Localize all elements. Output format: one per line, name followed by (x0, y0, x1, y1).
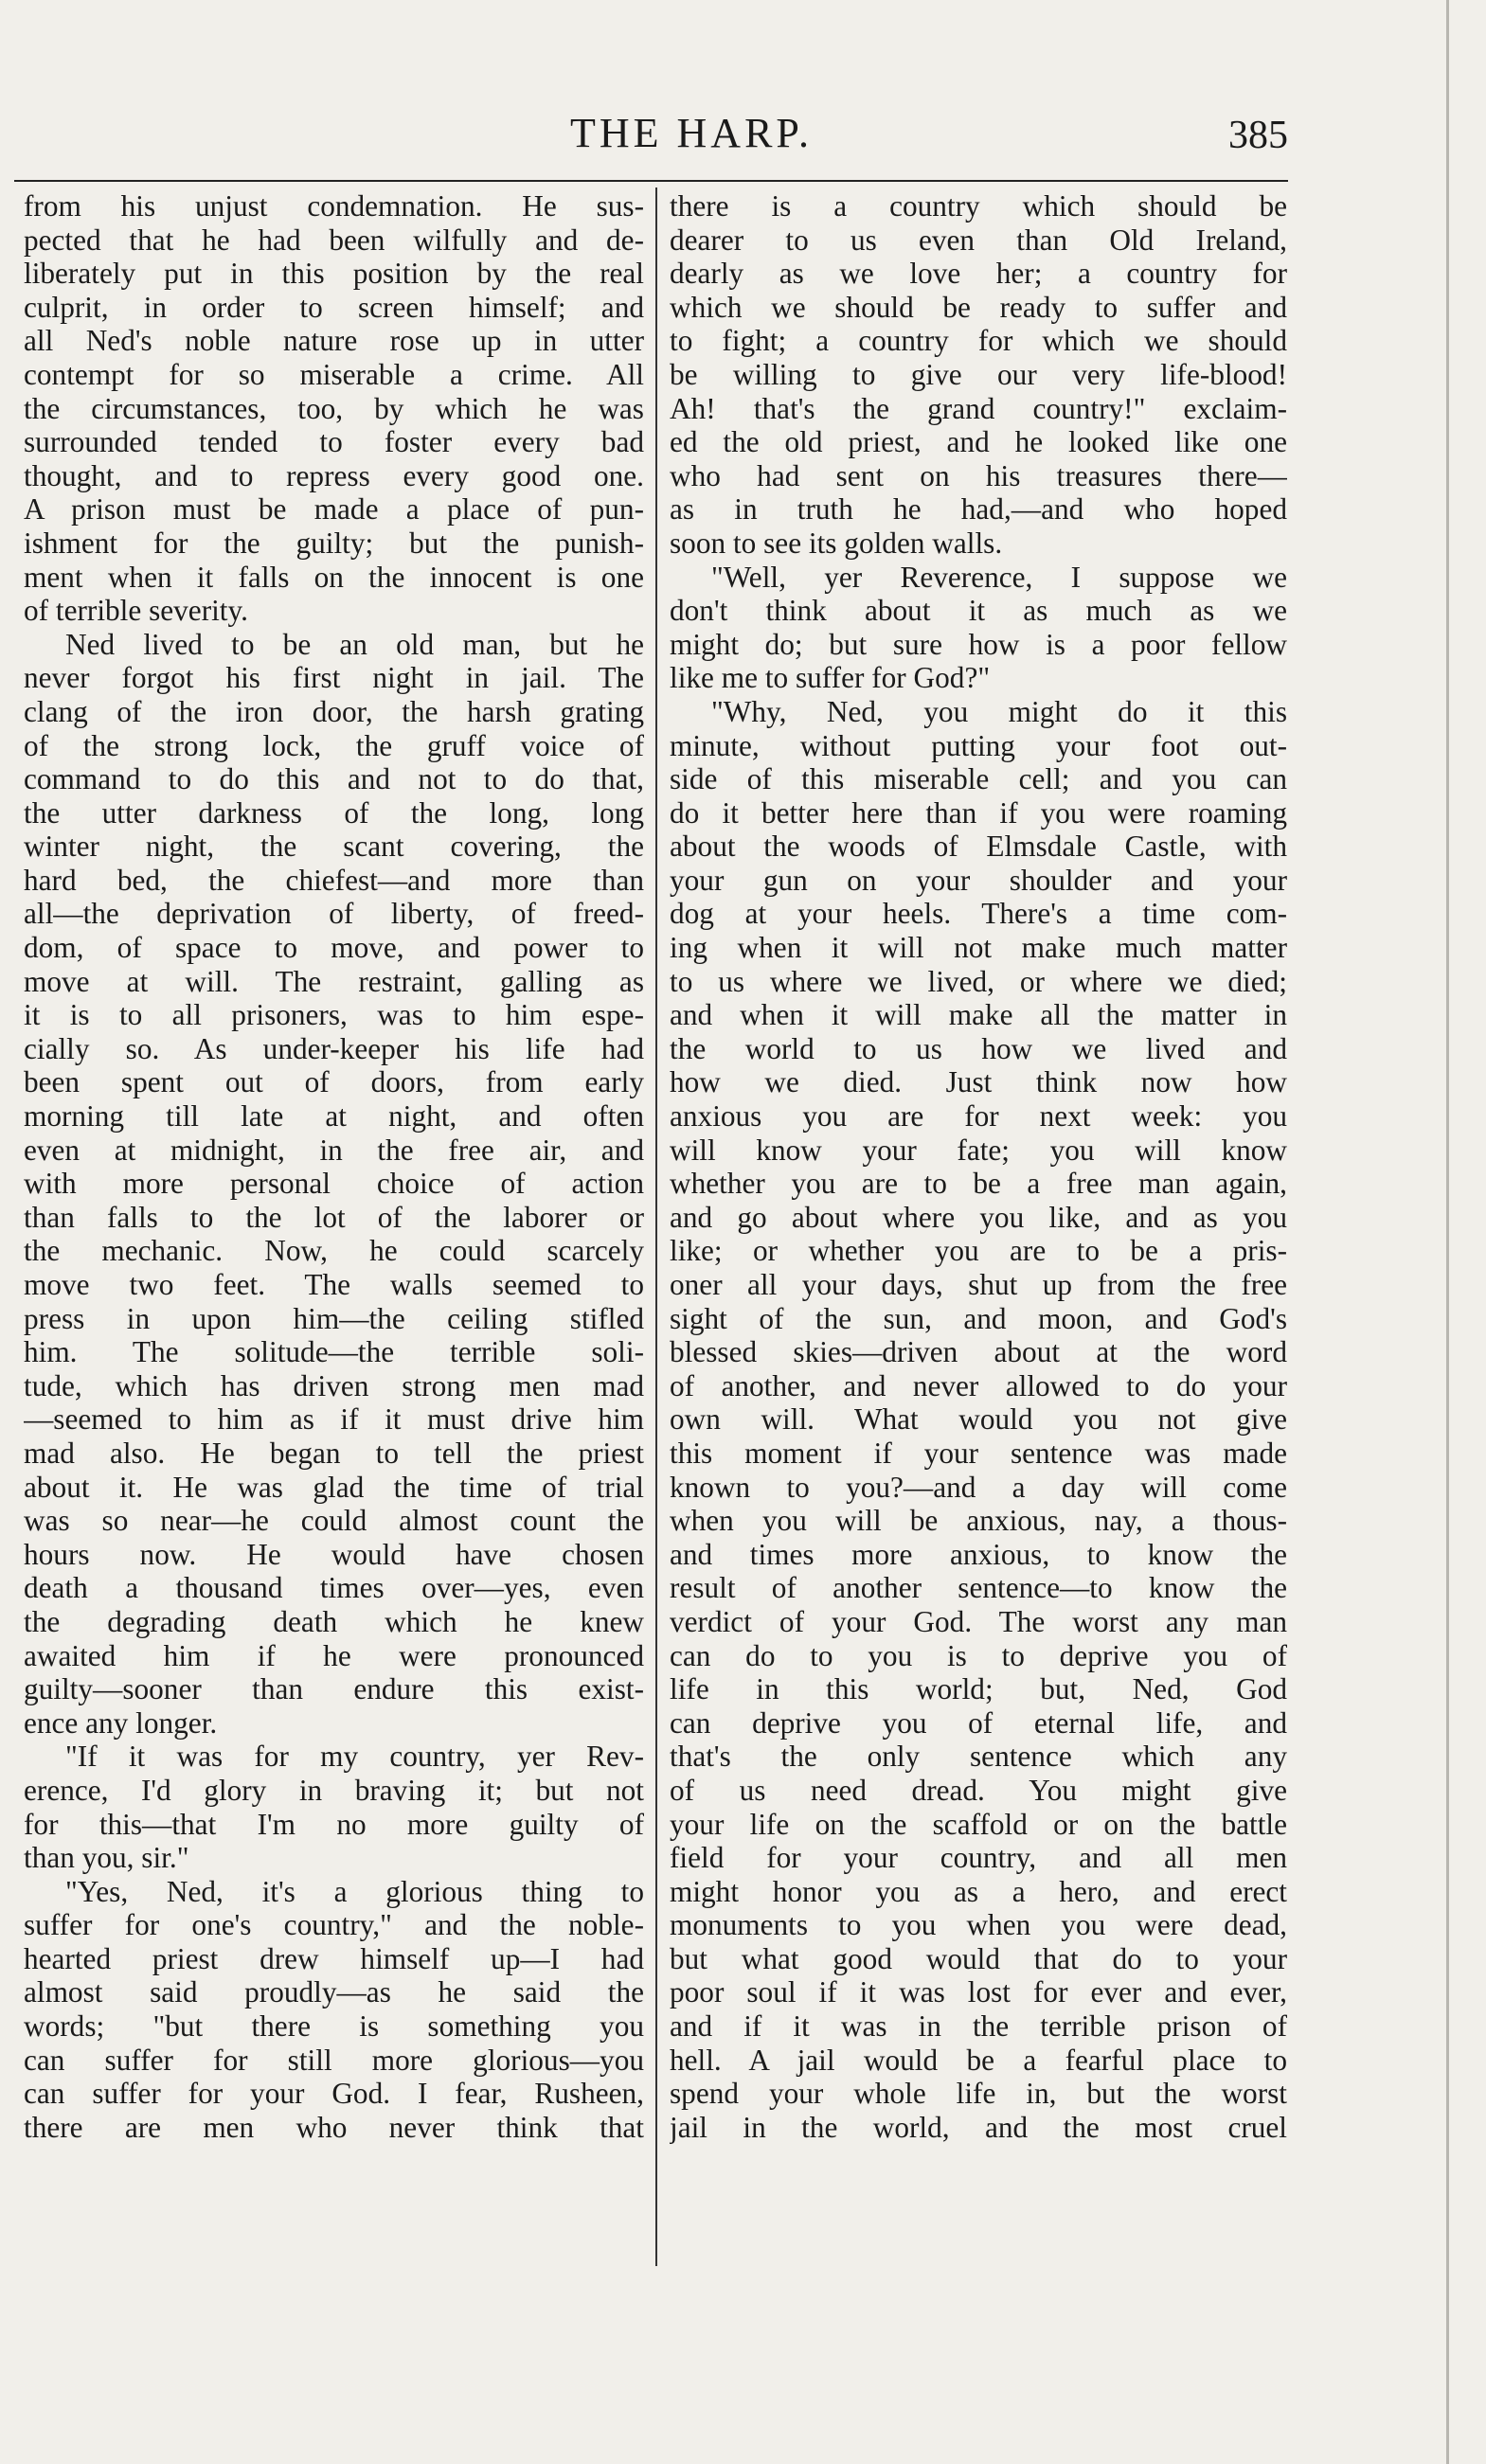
text-line: words; "but there is something you (24, 2009, 644, 2044)
text-line: surrounded tended to foster every bad (24, 425, 644, 459)
text-line: death a thousand times over—yes, even (24, 1571, 644, 1605)
text-line: hell. A jail would be a fearful place to (670, 2043, 1287, 2077)
text-line: "Well, yer Reverence, I suppose we (711, 560, 1287, 594)
text-line: your gun on your shoulder and your (670, 863, 1287, 897)
text-line: A prison must be made a place of pun- (24, 492, 644, 527)
text-line: known to you?—and a day will come (670, 1470, 1287, 1504)
text-line: of terrible severity. (24, 594, 248, 628)
text-line: be willing to give our very life-blood! (670, 357, 1287, 391)
text-line: about it. He was glad the time of trial (24, 1470, 644, 1504)
text-line: morning till late at night, and often (24, 1099, 644, 1134)
text-line: jail in the world, and the most cruel (670, 2110, 1287, 2144)
text-line: side of this miserable cell; and you can (670, 762, 1287, 796)
column-divider (655, 187, 657, 2266)
text-line: there is a country which should be (670, 189, 1287, 223)
text-line: suffer for one's country," and the noble- (24, 1908, 644, 1942)
text-line: press in upon him—the ceiling stifled (24, 1301, 644, 1335)
text-line: for this—that I'm no more guilty of (24, 1807, 644, 1841)
text-line: life in this world; but, Ned, God (670, 1672, 1287, 1706)
text-line: been spent out of doors, from early (24, 1065, 644, 1099)
text-line: hearted priest drew himself up—I had (24, 1941, 644, 1975)
text-line: do it better here than if you were roaming (670, 795, 1287, 830)
text-line: like me to suffer for God?" (670, 661, 991, 695)
text-line: awaited him if he were pronounced (24, 1638, 644, 1672)
text-line: and go about where you like, and as you (670, 1200, 1287, 1234)
text-line: own will. What would you not give (670, 1402, 1287, 1437)
text-line: than falls to the lot of the laborer or (24, 1200, 644, 1234)
text-line: to us where we lived, or where we died; (670, 964, 1287, 998)
text-line: but what good would that do to your (670, 1941, 1287, 1975)
text-line: "If it was for my country, yer Rev- (65, 1740, 644, 1774)
text-line: the world to us how we lived and (670, 1031, 1287, 1065)
text-line: ing when it will not make much matter (670, 931, 1287, 965)
text-line: dearer to us even than Old Ireland, (670, 223, 1287, 257)
text-line: this moment if your sentence was made (670, 1436, 1287, 1470)
journal-title: THE HARP. (569, 110, 814, 156)
text-line: spend your whole life in, but the worst (670, 2077, 1287, 2111)
text-line: tude, which has driven strong men mad (24, 1368, 644, 1402)
text-line: of us need dread. You might give (670, 1773, 1287, 1807)
text-line: thought, and to repress every good one. (24, 458, 644, 492)
text-line: result of another sentence—to know the (670, 1571, 1287, 1605)
text-line: poor soul if it was lost for ever and ever, (670, 1975, 1287, 2009)
text-line: don't think about it as much as we (670, 594, 1287, 628)
text-line: when you will be anxious, nay, a thous- (670, 1504, 1287, 1538)
text-line: command to do this and not to do that, (24, 762, 644, 796)
text-line: winter night, the scant covering, the (24, 830, 644, 864)
text-line: almost said proudly—as he said the (24, 1975, 644, 2009)
text-line: dog at your heels. There's a time com- (670, 897, 1287, 931)
text-line: how we died. Just think now how (670, 1065, 1287, 1099)
text-line: that's the only sentence which any (670, 1740, 1287, 1774)
text-line: culprit, in order to screen himself; and (24, 290, 644, 324)
text-line: "Why, Ned, you might do it this (711, 694, 1287, 728)
text-line: soon to see its golden walls. (670, 526, 1003, 560)
text-line: Ah! that's the grand country!" exclaim- (670, 391, 1287, 425)
page-edge-shadow (1446, 0, 1449, 2464)
text-line: can suffer for your God. I fear, Rusheen, (24, 2077, 644, 2111)
text-line: all—the deprivation of liberty, of freed- (24, 897, 644, 931)
text-line: hard bed, the chiefest—and more than (24, 863, 644, 897)
text-line: never forgot his first night in jail. The (24, 661, 644, 695)
page-number: 385 (1228, 114, 1288, 157)
text-line: than you, sir." (24, 1841, 189, 1875)
text-line: the mechanic. Now, he could scarcely (24, 1234, 644, 1268)
text-line: even at midnight, in the free air, and (24, 1133, 644, 1167)
text-line: dom, of space to move, and power to (24, 931, 644, 965)
text-line: liberately put in this position by the real (24, 257, 644, 291)
text-line: cially so. As under-keeper his life had (24, 1031, 644, 1065)
text-line: might do; but sure how is a poor fellow (670, 627, 1287, 661)
text-line: clang of the iron door, the harsh grating (24, 694, 644, 728)
text-line: guilty—sooner than endure this exist- (24, 1672, 644, 1706)
text-line: dearly as we love her; a country for (670, 257, 1287, 291)
text-line: monuments to you when you were dead, (670, 1908, 1287, 1942)
text-line: it is to all prisoners, was to him espe- (24, 998, 644, 1032)
text-line: —seemed to him as if it must drive him (24, 1402, 644, 1437)
text-line: with more personal choice of action (24, 1167, 644, 1201)
text-line: will know your fate; you will know (670, 1133, 1287, 1167)
text-line: which we should be ready to suffer and (670, 290, 1287, 324)
text-line: and when it will make all the matter in (670, 998, 1287, 1032)
text-line: anxious you are for next week: you (670, 1099, 1287, 1134)
text-line: of another, and never allowed to do your (670, 1368, 1287, 1402)
text-line: the degrading death which he knew (24, 1604, 644, 1638)
text-line: the utter darkness of the long, long (24, 795, 644, 830)
text-line: who had sent on his treasures there— (670, 458, 1287, 492)
text-line: contempt for so miserable a crime. All (24, 357, 644, 391)
text-line: as in truth he had,—and who hoped (670, 492, 1287, 527)
text-line: ence any longer. (24, 1705, 218, 1740)
text-line: minute, without putting your foot out- (670, 728, 1287, 762)
text-line: him. The solitude—the terrible soli- (24, 1335, 644, 1369)
text-column-right (670, 189, 1287, 2273)
text-line: whether you are to be a free man again, (670, 1167, 1287, 1201)
text-line: there are men who never think that (24, 2110, 644, 2144)
text-line: Ned lived to be an old man, but he (65, 627, 644, 661)
text-line: ed the old priest, and he looked like one (670, 425, 1287, 459)
text-line: and times more anxious, to know the (670, 1537, 1287, 1571)
text-line: ishment for the guilty; but the punish- (24, 526, 644, 560)
text-line: pected that he had been wilfully and de- (24, 223, 644, 257)
text-line: and if it was in the terrible prison of (670, 2009, 1287, 2044)
text-line: hours now. He would have chosen (24, 1537, 644, 1571)
text-line: can deprive you of eternal life, and (670, 1705, 1287, 1740)
header-rule (14, 180, 1288, 182)
text-line: your life on the scaffold or on the battle (670, 1807, 1287, 1841)
text-line: about the woods of Elmsdale Castle, with (670, 830, 1287, 864)
text-column-left (24, 189, 644, 2273)
text-line: can suffer for still more glorious—you (24, 2043, 644, 2077)
text-line: to fight; a country for which we should (670, 324, 1287, 358)
text-line: can do to you is to deprive you of (670, 1638, 1287, 1672)
text-line: the circumstances, too, by which he was (24, 391, 644, 425)
text-line: "Yes, Ned, it's a glorious thing to (65, 1874, 644, 1908)
text-line: might honor you as a hero, and erect (670, 1874, 1287, 1908)
text-line: mad also. He began to tell the priest (24, 1436, 644, 1470)
text-line: ment when it falls on the innocent is one (24, 560, 644, 594)
text-line: of the strong lock, the gruff voice of (24, 728, 644, 762)
text-line: blessed skies—driven about at the word (670, 1335, 1287, 1369)
text-line: field for your country, and all men (670, 1841, 1287, 1875)
text-line: erence, I'd glory in braving it; but not (24, 1773, 644, 1807)
running-head (0, 109, 1486, 166)
text-line: move two feet. The walls seemed to (24, 1268, 644, 1301)
text-line: oner all your days, shut up from the free (670, 1268, 1287, 1301)
text-line: sight of the sun, and moon, and God's (670, 1301, 1287, 1335)
text-line: from his unjust condemnation. He sus- (24, 189, 644, 223)
text-line: move at will. The restraint, galling as (24, 964, 644, 998)
text-line: was so near—he could almost count the (24, 1504, 644, 1538)
text-line: all Ned's noble nature rose up in utter (24, 324, 644, 358)
text-line: verdict of your God. The worst any man (670, 1604, 1287, 1638)
text-line: like; or whether you are to be a pris- (670, 1234, 1287, 1268)
